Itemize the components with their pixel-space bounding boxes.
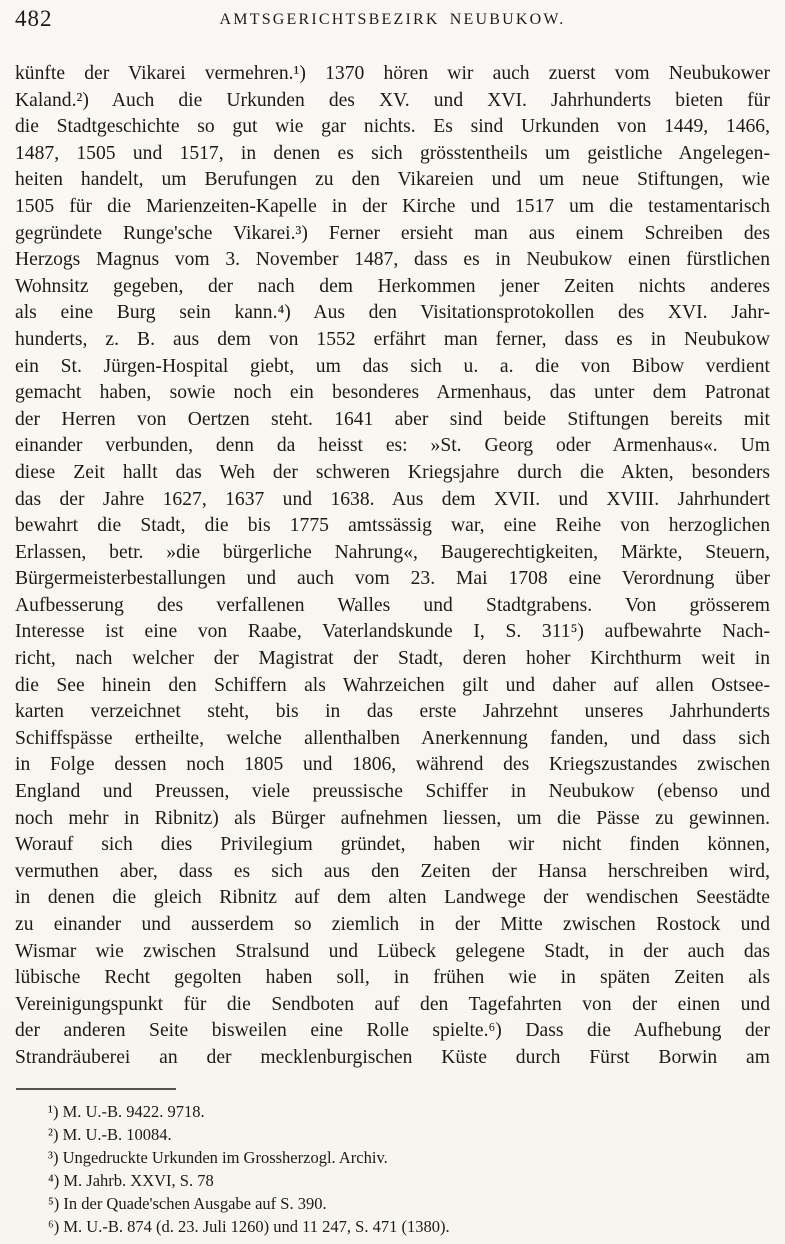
running-header: AMTSGERICHTSBEZIRK NEUBUKOW. xyxy=(219,11,566,28)
footnote-line: ⁴) M. Jahrb. XXVI, S. 78 xyxy=(48,1171,214,1190)
footnote-line: ⁶) M. U.-B. 874 (d. 23. Juli 1260) und 11 247, S. 471 (1380). xyxy=(48,1217,450,1236)
footnote-separator xyxy=(16,1088,176,1090)
text-line: richt, nach welcher der Magistrat der Stadt, deren hoher Kirchthurm weit in xyxy=(15,648,770,670)
text-line: Strandräuberei an der mecklenburgischen Küste durch Fürst Borwin am xyxy=(15,1046,770,1068)
text-line: Bürgermeisterbestallungen und auch vom 23. Mai 1708 eine Verordnung über xyxy=(15,568,770,590)
text-line: heiten handelt, um Berufungen zu den Vikareien und um neue Stiftungen, wie xyxy=(15,169,770,191)
text-line: diese Zeit hallt das Weh der schweren Kriegsjahre durch die Akten, besonders xyxy=(15,461,770,483)
page-number: 482 xyxy=(15,6,53,31)
text-line: die See hinein den Schiffern als Wahrzeichen gilt und daher auf allen Ostsee- xyxy=(15,674,770,696)
text-line: zu einander und ausserdem so ziemlich in der Mitte zwischen Rostock und xyxy=(15,914,770,935)
text-line: der Herren von Oertzen steht. 1641 aber sind beide Stiftungen bereits mit xyxy=(15,408,770,430)
text-line: lübische Recht gegolten haben soll, in frühen wie in späten Zeiten als xyxy=(15,967,770,989)
footnote-line: ²) M. U.-B. 10084. xyxy=(48,1125,172,1144)
text-line: die Stadtgeschichte so gut wie gar nichts. Es sind Urkunden von 1449, 1466, xyxy=(15,116,770,138)
text-line: vermuthen aber, dass es sich aus den Zeiten der Hansa herschreiben wird, xyxy=(15,860,770,882)
text-line: gemacht haben, sowie noch ein besonderes Armenhaus, das unter dem Patronat xyxy=(15,382,770,404)
text-line: Kaland.²) Auch die Urkunden des XV. und XVI. Jahrhunderts bieten für xyxy=(15,89,770,111)
text-line: Schiffspässe ertheilte, welche allenthalben Anerkennung fanden, und dass sich xyxy=(15,727,770,749)
text-line: als eine Burg sein kann.⁴) Aus den Visitationsprotokollen des XVI. Jahr- xyxy=(15,302,770,324)
footnote-line: ³) Ungedruckte Urkunden im Grossherzogl. Archiv. xyxy=(48,1148,388,1167)
text-line: 1505 für die Marienzeiten-Kapelle in der Kirche und 1517 um die testamentarisch xyxy=(15,195,770,217)
text-line: hunderts, z. B. aus dem von 1552 erfährt man ferner, dass es in Neubukow xyxy=(15,328,770,350)
text-line: der anderen Seite bisweilen eine Rolle spielte.⁶) Dass die Aufhebung der xyxy=(15,1020,770,1042)
text-line: bewahrt die Stadt, die bis 1775 amtssässig war, eine Reihe von herzoglichen xyxy=(15,515,770,537)
text-line: Wismar wie zwischen Stralsund und Lübeck gelegene Stadt, in der auch das xyxy=(15,940,770,962)
text-line: einander verbunden, denn da heisst es: »St. Georg oder Armenhaus«. Um xyxy=(15,435,770,457)
text-line: England und Preussen, viele preussische Schiffer in Neubukow (ebenso und xyxy=(15,781,770,803)
text-line: gegründete Runge'sche Vikarei.³) Ferner ersieht man aus einem Schreiben des xyxy=(15,222,770,244)
body-text xyxy=(15,61,770,1072)
text-line: Erlassen, betr. »die bürgerliche Nahrung«, Baugerechtigkeiten, Märkte, Steuern, xyxy=(15,541,770,563)
text-line: Aufbesserung des verfallenen Walles und Stadtgrabens. Von grösserem xyxy=(15,594,770,616)
text-line: das der Jahre 1627, 1637 und 1638. Aus dem XVII. und XVIII. Jahrhundert xyxy=(15,488,770,510)
text-line: Herzogs Magnus vom 3. November 1487, dass es in Neubukow einen fürstlichen xyxy=(15,249,770,271)
text-line: Vereinigungspunkt für die Sendboten auf den Tagefahrten von der einen und xyxy=(15,993,770,1015)
text-line: in denen die gleich Ribnitz auf dem alten Landwege der wendischen Seestädte xyxy=(15,887,770,909)
footnote-line: ¹) M. U.-B. 9422. 9718. xyxy=(48,1102,205,1121)
text-line: künfte der Vikarei vermehren.¹) 1370 hören wir auch zuerst vom Neubukower xyxy=(15,63,770,84)
text-line: Wohnsitz gegeben, der nach dem Herkommen jener Zeiten nichts anderes xyxy=(15,275,770,297)
text-line: Interesse ist eine von Raabe, Vaterlandskunde I, S. 311⁵) aufbewahrte Nach- xyxy=(15,621,770,643)
text-line: ein St. Jürgen-Hospital giebt, um das sich u. a. die von Bibow verdient xyxy=(15,355,770,377)
text-line: karten verzeichnet steht, bis in das erste Jahrzehnt unseres Jahrhunderts xyxy=(15,701,770,723)
text-line: 1487, 1505 und 1517, in denen es sich grösstentheils um geistliche Angelegen- xyxy=(15,142,770,164)
text-line: in Folge dessen noch 1805 und 1806, während des Kriegszustandes zwischen xyxy=(15,754,770,776)
text-line: noch mehr in Ribnitz) als Bürger aufnehmen liessen, um die Pässe zu gewinnen. xyxy=(15,807,770,829)
footnote-line: ⁵) In der Quade'schen Ausgabe auf S. 390. xyxy=(48,1194,327,1213)
footnotes xyxy=(48,1100,767,1238)
text-line: Worauf sich dies Privilegium gründet, haben wir nicht finden können, xyxy=(15,834,770,856)
